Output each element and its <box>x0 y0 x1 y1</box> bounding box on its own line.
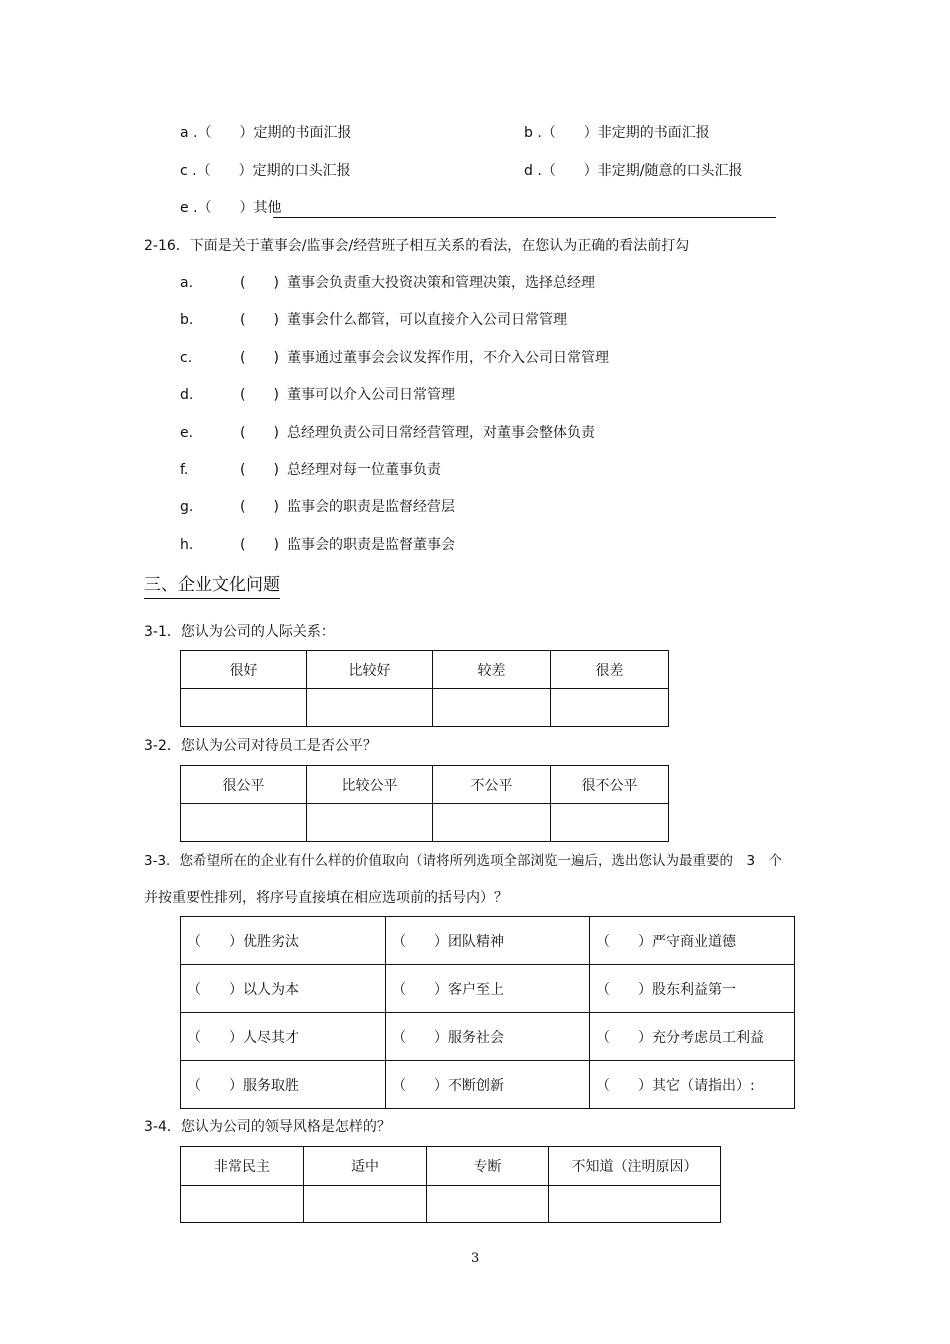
item-letter: a. <box>180 275 194 291</box>
header-cell: 不知道（注明原因） <box>549 1147 721 1186</box>
answer-cell[interactable] <box>307 689 433 727</box>
header-cell: 比较好 <box>307 651 433 689</box>
question-3-1: 3-1．您认为公司的人际关系： <box>144 624 335 640</box>
checkbox-paren[interactable]: ( ) <box>240 537 279 553</box>
value-option[interactable]: （ ）以人为本 <box>181 965 386 1013</box>
header-cell: 很不公平 <box>551 766 669 804</box>
option-2-15-c: c .（ ）定期的口头汇报 <box>180 163 351 179</box>
answer-cell[interactable] <box>551 804 669 842</box>
value-option[interactable]: （ ）团队精神 <box>386 917 590 965</box>
value-option[interactable]: （ ）严守商业道德 <box>590 917 795 965</box>
item-letter: c. <box>180 350 193 366</box>
item-text: 董事会负责重大投资决策和管理决策，选择总经理 <box>287 275 595 291</box>
value-option[interactable]: （ ）客户至上 <box>386 965 590 1013</box>
item-letter: h. <box>180 537 194 553</box>
item-text: 总经理负责公司日常经营管理，对董事会整体负责 <box>287 425 595 441</box>
header-cell: 较差 <box>433 651 551 689</box>
answer-cell[interactable] <box>433 804 551 842</box>
value-option[interactable]: （ ）股东利益第一 <box>590 965 795 1013</box>
question-3-3-line1: 3-3．您希望所在的企业有什么样的价值取向（请将所列选项全部浏览一遍后，选出您认为最重要的 3 个 <box>144 853 783 869</box>
header-cell: 不公平 <box>433 766 551 804</box>
option-2-15-a: a .（ ）定期的书面汇报 <box>180 125 352 141</box>
question-3-3-line2: 并按重要性排列，将序号直接填在相应选项前的括号内）？ <box>144 890 508 906</box>
answer-cell[interactable] <box>304 1186 427 1223</box>
checkbox-paren[interactable]: ( ) <box>240 387 279 403</box>
item-text: 董事通过董事会会议发挥作用，不介入公司日常管理 <box>287 350 609 366</box>
item-letter: b. <box>180 312 194 328</box>
value-option[interactable]: （ ）不断创新 <box>386 1061 590 1109</box>
answer-cell[interactable] <box>181 804 307 842</box>
question-3-2: 3-2．您认为公司对待员工是否公平？ <box>144 738 377 754</box>
item-text: 监事会的职责是监督董事会 <box>287 537 455 553</box>
value-option[interactable]: （ ）服务取胜 <box>181 1061 386 1109</box>
value-option[interactable]: （ ）优胜劣汰 <box>181 917 386 965</box>
option-2-15-d: d .（ ）非定期/随意的口头汇报 <box>524 163 743 179</box>
header-cell: 比较公平 <box>307 766 433 804</box>
question-3-4: 3-4．您认为公司的领导风格是怎样的？ <box>144 1119 391 1135</box>
checkbox-paren[interactable]: ( ) <box>240 350 279 366</box>
question-2-16: 2-16．下面是关于董事会/监事会/经营班子相互关系的看法，在您认为正确的看法前打勾 <box>144 238 690 254</box>
answer-cell[interactable] <box>549 1186 721 1223</box>
item-letter: f. <box>180 462 189 478</box>
value-option[interactable]: （ ）其它（请指出）: <box>590 1061 795 1109</box>
option-2-15-b: b .（ ）非定期的书面汇报 <box>524 125 710 141</box>
checkbox-paren[interactable]: ( ) <box>240 275 279 291</box>
header-cell: 专断 <box>427 1147 549 1186</box>
table-3-1 <box>180 650 669 727</box>
checkbox-paren[interactable]: ( ) <box>240 462 279 478</box>
header-cell: 很公平 <box>181 766 307 804</box>
answer-cell[interactable] <box>307 804 433 842</box>
answer-cell[interactable] <box>433 689 551 727</box>
item-letter: d. <box>180 387 194 403</box>
item-letter: e. <box>180 425 194 441</box>
header-cell: 很好 <box>181 651 307 689</box>
item-text: 总经理对每一位董事负责 <box>287 462 441 478</box>
other-fill-blank[interactable] <box>273 217 776 218</box>
item-text: 董事会什么都管，可以直接介入公司日常管理 <box>287 312 567 328</box>
item-letter: g. <box>180 499 194 515</box>
header-cell: 很差 <box>551 651 669 689</box>
header-cell: 非常民主 <box>181 1147 304 1186</box>
section-heading: 三、企业文化问题 <box>144 574 280 599</box>
page-number: 3 <box>471 1251 480 1266</box>
answer-cell[interactable] <box>181 689 307 727</box>
value-option[interactable]: （ ）充分考虑员工利益 <box>590 1013 795 1061</box>
item-text: 监事会的职责是监督经营层 <box>287 499 455 515</box>
table-3-2 <box>180 765 669 842</box>
answer-cell[interactable] <box>551 689 669 727</box>
value-option[interactable]: （ ）人尽其才 <box>181 1013 386 1061</box>
option-2-15-e: e .（ ）其他 <box>180 200 282 216</box>
checkbox-paren[interactable]: ( ) <box>240 425 279 441</box>
value-option[interactable]: （ ）服务社会 <box>386 1013 590 1061</box>
header-cell: 适中 <box>304 1147 427 1186</box>
checkbox-paren[interactable]: ( ) <box>240 499 279 515</box>
checkbox-paren[interactable]: ( ) <box>240 312 279 328</box>
table-3-4 <box>180 1146 721 1223</box>
item-text: 董事可以介入公司日常管理 <box>287 387 455 403</box>
table-3-3 <box>180 916 795 1109</box>
answer-cell[interactable] <box>427 1186 549 1223</box>
answer-cell[interactable] <box>181 1186 304 1223</box>
